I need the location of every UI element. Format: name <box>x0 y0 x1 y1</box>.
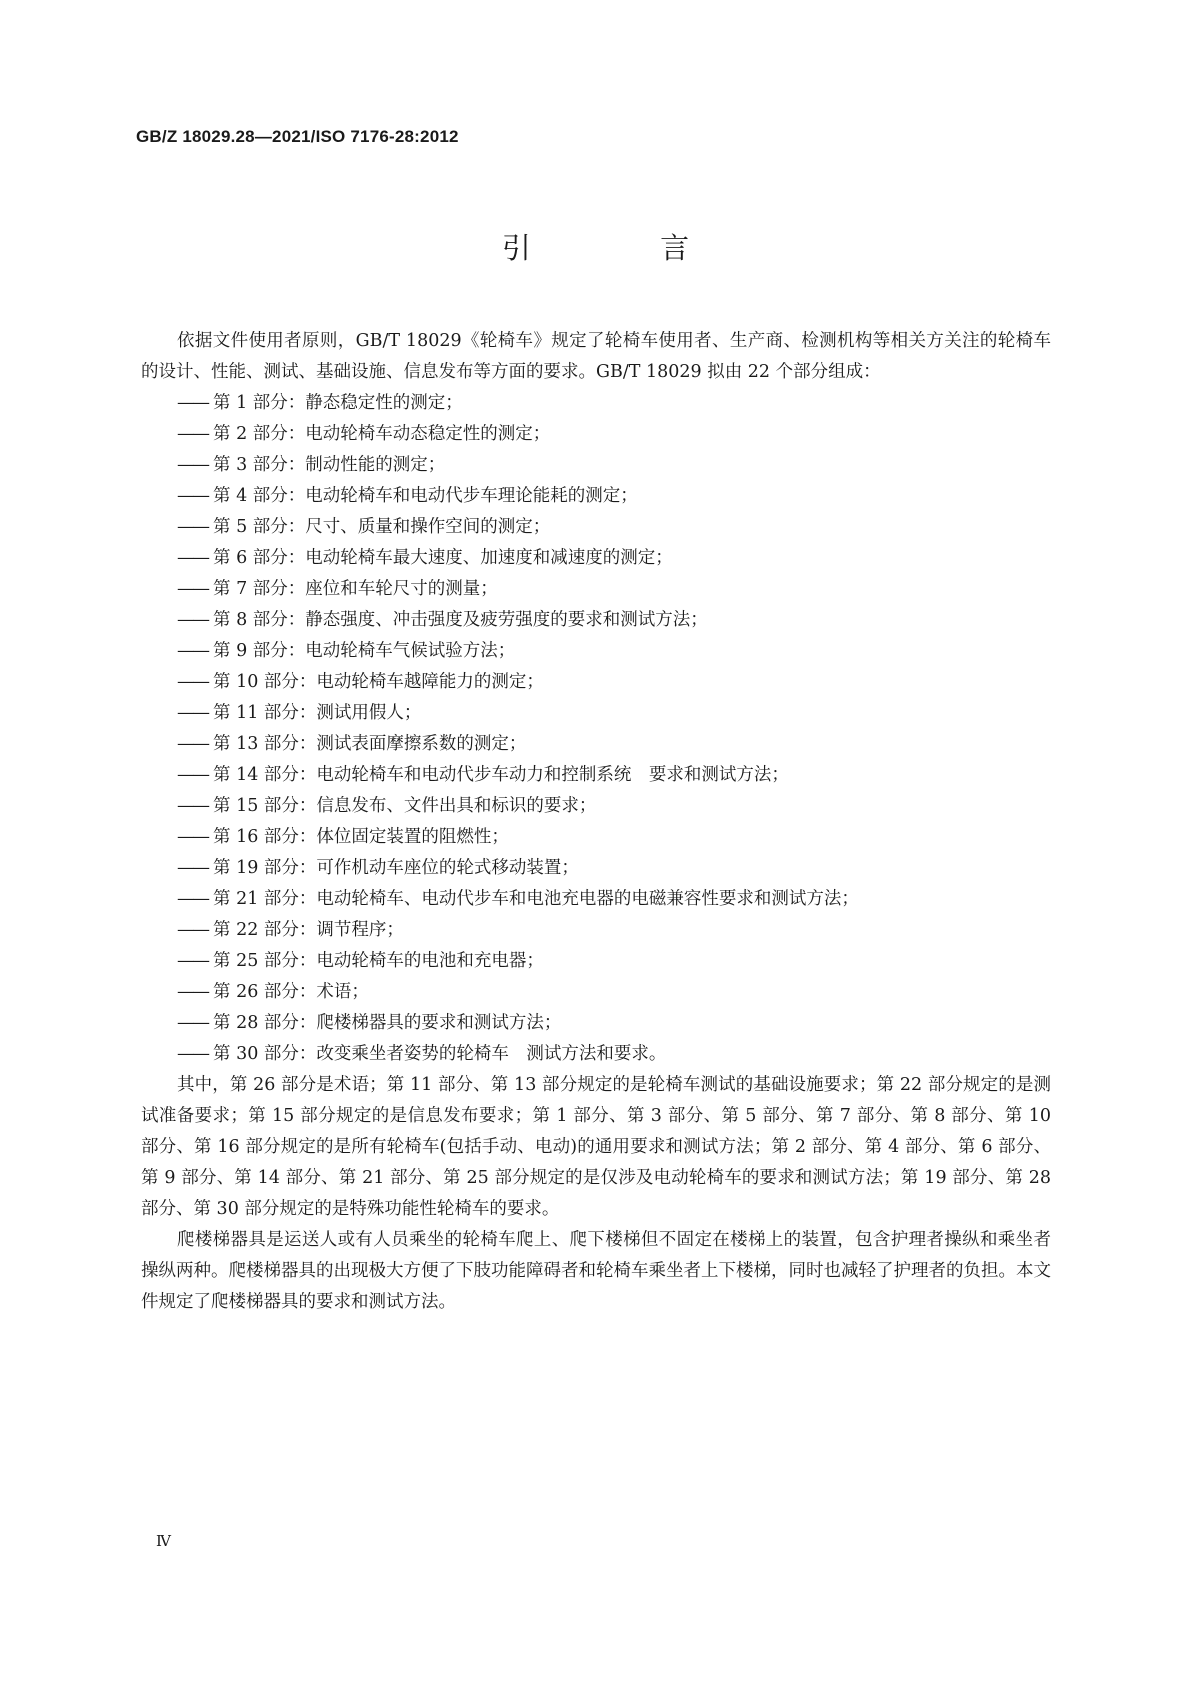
list-item <box>141 667 1051 698</box>
list-item-text: 第 8 部分：静态强度、冲击强度及疲劳强度的要求和测试方法； <box>213 610 708 630</box>
list-dash: —— <box>177 734 208 754</box>
list-item-text: 第 9 部分：电动轮椅车气候试验方法； <box>213 641 516 661</box>
list-dash: —— <box>177 517 208 537</box>
list-item <box>141 636 1051 667</box>
list-dash: —— <box>177 703 208 723</box>
list-item-text: 第 6 部分：电动轮椅车最大速度、加速度和减速度的测定； <box>213 548 673 568</box>
list-dash: —— <box>177 1013 208 1033</box>
list-item-text: 第 11 部分：测试用假人； <box>213 703 422 723</box>
list-item <box>141 977 1051 1008</box>
list-dash: —— <box>177 424 208 444</box>
list-item <box>141 729 1051 760</box>
list-item <box>141 822 1051 853</box>
scope-paragraph: 其中，第 26 部分是术语；第 11 部分、第 13 部分规定的是轮椅车测试的基础设施要求；第 22 部分规定的是测试准备要求；第 15 部分规定的是信息发布要求；第 1 部分、第 3 部分、第 5 部分、第 7 部分、第 8 部分、第 10 部分、第 16 部分规定的是所有轮椅车(包括手动、电动)的通用要求和测试方法；第 2 部分、第 4 部分、第 6 部分、第 9 部分、第 14 部分、第 21 部分、第 25 部分规定的是仅涉及电动轮椅车的要求和测试方法；第 19 部分、第 28 部分、第 30 部分规定的是特殊功能性轮椅车的要求。 <box>141 1075 1051 1219</box>
list-item-text: 第 4 部分：电动轮椅车和电动代步车理论能耗的测定； <box>213 486 638 506</box>
list-item-text: 第 7 部分：座位和车轮尺寸的测量； <box>213 579 498 599</box>
list-dash: —— <box>177 827 208 847</box>
list-item <box>141 1008 1051 1039</box>
list-dash: —— <box>177 796 208 816</box>
intro-paragraph: 依据文件使用者原则，GB/T 18029《轮椅车》规定了轮椅车使用者、生产商、检测机构等相关方关注的轮椅车的设计、性能、测试、基础设施、信息发布等方面的要求。GB/T 18029 拟由 22 个部分组成： <box>141 331 1051 382</box>
list-item <box>141 915 1051 946</box>
list-item-text: 第 1 部分：静态稳定性的测定； <box>213 393 463 413</box>
list-item-text: 第 5 部分：尺寸、质量和操作空间的测定； <box>213 517 551 537</box>
document-body <box>141 326 1051 1318</box>
list-dash: —— <box>177 1044 208 1064</box>
list-dash: —— <box>177 858 208 878</box>
list-item <box>141 1039 1051 1070</box>
stair-climbing-paragraph: 爬楼梯器具是运送人或有人员乘坐的轮椅车爬上、爬下楼梯但不固定在楼梯上的装置，包含护理者操纵和乘坐者操纵两种。爬楼梯器具的出现极大方便了下肢功能障碍者和轮椅车乘坐者上下楼梯，同时也减轻了护理者的负担。本文件规定了爬楼梯器具的要求和测试方法。 <box>141 1230 1051 1312</box>
list-dash: —— <box>177 765 208 785</box>
list-item-text: 第 28 部分：爬楼梯器具的要求和测试方法； <box>213 1013 562 1033</box>
list-item <box>141 853 1051 884</box>
list-dash: —— <box>177 455 208 475</box>
list-item <box>141 419 1051 450</box>
list-item <box>141 698 1051 729</box>
list-item-text: 第 3 部分：制动性能的测定； <box>213 455 446 475</box>
page-number: Ⅳ <box>156 1532 171 1550</box>
list-item <box>141 884 1051 915</box>
list-dash: —— <box>177 920 208 940</box>
list-item-text: 第 2 部分：电动轮椅车动态稳定性的测定； <box>213 424 551 444</box>
list-item <box>141 512 1051 543</box>
list-dash: —— <box>177 951 208 971</box>
list-dash: —— <box>177 610 208 630</box>
list-item-text: 第 13 部分：测试表面摩擦系数的测定； <box>213 734 527 754</box>
list-dash: —— <box>177 889 208 909</box>
list-item <box>141 605 1051 636</box>
standard-number-header: GB/Z 18029.28—2021/ISO 7176-28:2012 <box>136 127 459 146</box>
list-item-text: 第 15 部分：信息发布、文件出具和标识的要求； <box>213 796 597 816</box>
list-item-text: 第 16 部分：体位固定装置的阻燃性； <box>213 827 509 847</box>
list-dash: —— <box>177 641 208 661</box>
list-item <box>141 543 1051 574</box>
parts-list <box>141 388 1051 1070</box>
list-item-text: 第 22 部分：调节程序； <box>213 920 404 940</box>
list-item <box>141 481 1051 512</box>
list-dash: —— <box>177 579 208 599</box>
list-dash: —— <box>177 393 208 413</box>
list-dash: —— <box>177 672 208 692</box>
list-item <box>141 574 1051 605</box>
list-item <box>141 946 1051 977</box>
list-item <box>141 791 1051 822</box>
list-item-text: 第 14 部分：电动轮椅车和电动代步车动力和控制系统 要求和测试方法； <box>213 765 789 785</box>
list-dash: —— <box>177 548 208 568</box>
list-item-text: 第 30 部分：改变乘坐者姿势的轮椅车 测试方法和要求。 <box>213 1044 667 1064</box>
list-item <box>141 450 1051 481</box>
list-dash: —— <box>177 982 208 1002</box>
list-item-text: 第 21 部分：电动轮椅车、电动代步车和电池充电器的电磁兼容性要求和测试方法； <box>213 889 859 909</box>
list-item <box>141 388 1051 419</box>
list-item-text: 第 19 部分：可作机动车座位的轮式移动装置； <box>213 858 579 878</box>
list-item-text: 第 10 部分：电动轮椅车越障能力的测定； <box>213 672 544 692</box>
list-item-text: 第 25 部分：电动轮椅车的电池和充电器； <box>213 951 544 971</box>
list-dash: —— <box>177 486 208 506</box>
list-item <box>141 760 1051 791</box>
list-item-text: 第 26 部分：术语； <box>213 982 369 1002</box>
page-title: 引 言 <box>501 231 750 265</box>
